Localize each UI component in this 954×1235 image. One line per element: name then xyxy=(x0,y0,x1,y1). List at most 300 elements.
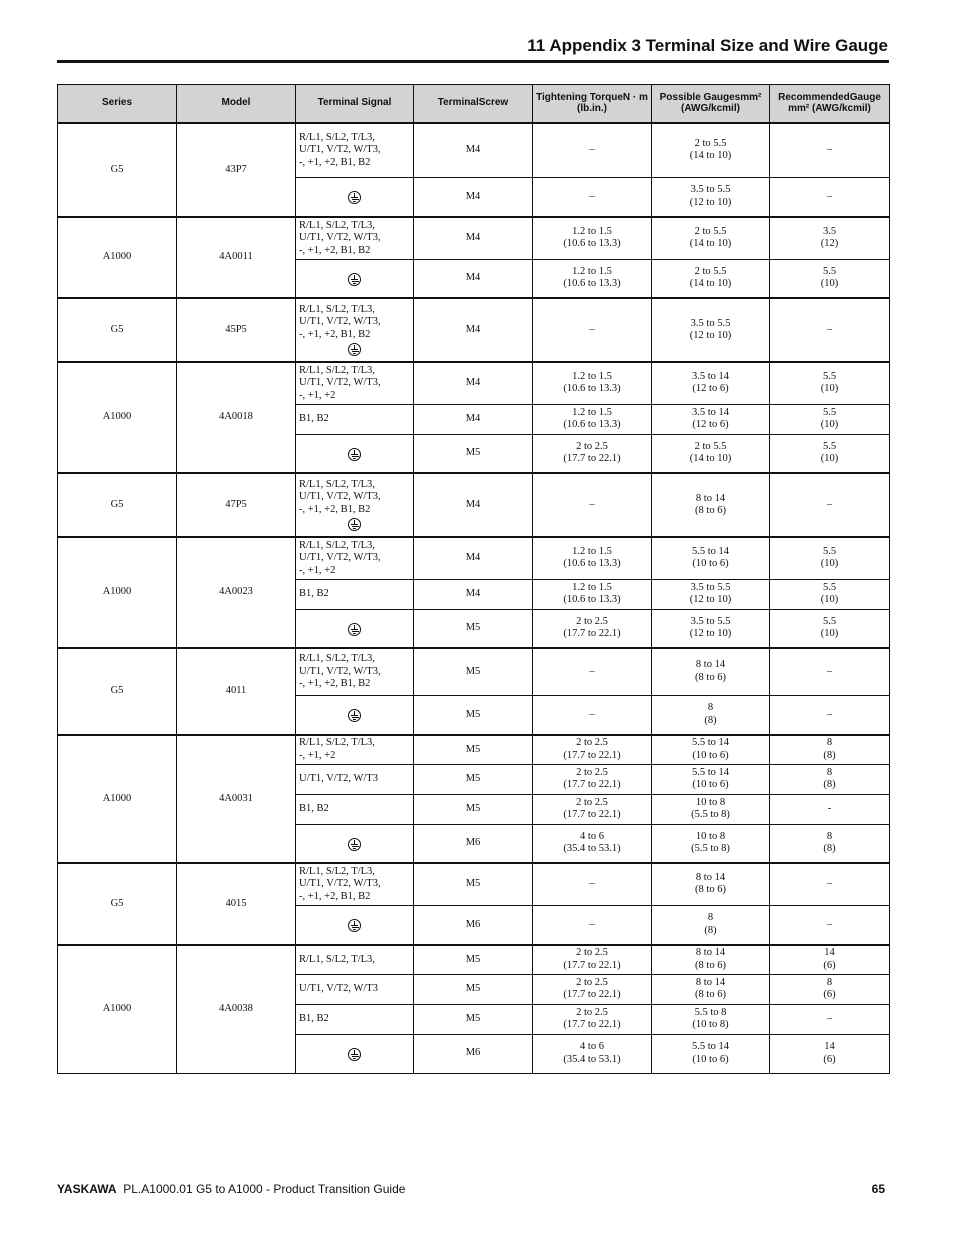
cell-line: 8 to 14 xyxy=(695,492,726,504)
cell-line: 1.2 to 1.5 xyxy=(572,225,612,237)
cell-line: (8) xyxy=(823,749,836,761)
cell-line: B1, B2 xyxy=(299,1012,329,1024)
cell-series: G5 xyxy=(58,473,177,537)
cell-tightening-torque xyxy=(533,362,652,404)
ground-terminal-icon-wrap xyxy=(299,1046,410,1061)
header-terminal-screw: TerminalScrew xyxy=(414,85,533,124)
cell-possible-gauges xyxy=(652,1004,770,1034)
cell-recommended-gauge xyxy=(770,259,890,298)
cell-line: R/L1, S/L2, T/L3, xyxy=(299,219,375,231)
cell-tightening-torque xyxy=(533,434,652,473)
page-number: 65 xyxy=(871,1182,885,1196)
cell-line: (17.7 to 22.1) xyxy=(563,453,621,465)
cell-line: (10.6 to 13.3) xyxy=(563,558,621,570)
cell-model: 4011 xyxy=(177,648,296,735)
cell-model: 45P5 xyxy=(177,298,296,362)
cell-line: R/L1, S/L2, T/L3, xyxy=(299,737,375,749)
cell-line: U/T1, V/T2, W/T3, xyxy=(299,665,381,677)
cell-line: 14 xyxy=(824,1041,835,1052)
cell-line: R/L1, S/L2, T/L3, xyxy=(299,478,375,490)
cell-line: (10) xyxy=(820,453,839,465)
cell-line: (12 to 10) xyxy=(689,594,732,605)
cell-terminal-signal xyxy=(296,648,414,695)
cell-series: A1000 xyxy=(58,217,177,298)
cell-possible-gauges xyxy=(652,609,770,648)
ground-terminal-icon-wrap xyxy=(299,836,410,851)
cell-line: B1, B2 xyxy=(299,587,329,599)
cell-line: (8 to 6) xyxy=(695,505,726,516)
cell-line: (12 to 6) xyxy=(692,383,729,395)
cell-line: (8) xyxy=(823,779,836,790)
cell-terminal-screw: M4 xyxy=(414,473,533,537)
cell-recommended-gauge xyxy=(770,1004,890,1034)
cell-terminal-screw: M4 xyxy=(414,362,533,404)
cell-line: – xyxy=(589,498,595,510)
cell-terminal-screw: M6 xyxy=(414,905,533,945)
cell-line: (17.7 to 22.1) xyxy=(563,749,621,761)
cell-line: (17.7 to 22.1) xyxy=(563,959,621,971)
cell-line: (8 to 6) xyxy=(695,959,726,971)
cell-line: R/L1, S/L2, T/L3, xyxy=(299,539,375,551)
cell-tightening-torque xyxy=(533,609,652,648)
cell-line: -, +1, +2, B1, B2 xyxy=(299,678,371,689)
cell-possible-gauges xyxy=(652,1034,770,1073)
cell-line: – xyxy=(826,144,833,155)
cell-line: R/L1, S/L2, T/L3, xyxy=(299,865,375,877)
header-possible-gauges: Possible Gaugesmm² (AWG/kcmil) xyxy=(652,85,770,124)
cell-line: (8) xyxy=(704,714,717,726)
cell-possible-gauges xyxy=(652,735,770,764)
cell-line: (8) xyxy=(823,843,836,855)
cell-tightening-torque xyxy=(533,824,652,863)
ground-terminal-icon-wrap xyxy=(299,189,410,204)
cell-line: 2 to 2.5 xyxy=(576,440,608,452)
cell-line: R/L1, S/L2, T/L3, xyxy=(299,953,375,965)
cell-line: 14 xyxy=(824,947,835,959)
cell-tightening-torque xyxy=(533,905,652,945)
cell-line: (8 to 6) xyxy=(695,671,726,683)
cell-line: R/L1, S/L2, T/L3, xyxy=(299,364,375,376)
cell-terminal-signal xyxy=(296,579,414,609)
cell-line: 5.5 xyxy=(822,406,837,418)
cell-line: 3.5 xyxy=(822,225,837,237)
cell-line: 5.5 xyxy=(822,581,837,593)
cell-line: (35.4 to 53.1) xyxy=(563,843,621,855)
cell-line: (6) xyxy=(823,959,836,971)
cell-line: (17.7 to 22.1) xyxy=(563,628,621,640)
footer-brand: YASKAWA xyxy=(57,1182,117,1196)
cell-terminal-screw: M4 xyxy=(414,298,533,362)
cell-possible-gauges xyxy=(652,404,770,434)
cell-line: U/T1, V/T2, W/T3, xyxy=(299,491,381,503)
cell-line: 8 xyxy=(707,912,714,924)
cell-line: (10) xyxy=(820,594,839,605)
cell-line: (8 to 6) xyxy=(695,884,726,896)
cell-line: 2 to 2.5 xyxy=(576,766,608,778)
cell-line: – xyxy=(826,918,833,930)
cell-possible-gauges xyxy=(652,537,770,579)
cell-series: A1000 xyxy=(58,362,177,473)
cell-line: -, +1, +2, B1, B2 xyxy=(299,890,371,902)
cell-recommended-gauge xyxy=(770,764,890,794)
cell-tightening-torque xyxy=(533,123,652,177)
cell-recommended-gauge xyxy=(770,945,890,974)
cell-line: 5.5 to 14 xyxy=(691,766,730,778)
cell-line: 8 xyxy=(707,702,714,714)
cell-possible-gauges xyxy=(652,863,770,905)
cell-terminal-screw: M5 xyxy=(414,794,533,824)
cell-line: 1.2 to 1.5 xyxy=(572,406,612,418)
cell-terminal-screw: M4 xyxy=(414,217,533,259)
cell-recommended-gauge xyxy=(770,579,890,609)
cell-line: 3.5 to 5.5 xyxy=(690,184,731,196)
cell-line: (17.7 to 22.1) xyxy=(563,779,621,790)
cell-terminal-screw: M6 xyxy=(414,1034,533,1073)
cell-possible-gauges xyxy=(652,945,770,974)
cell-terminal-signal xyxy=(296,434,414,473)
table-row xyxy=(58,362,890,404)
cell-line: 5.5 xyxy=(822,545,837,557)
cell-terminal-screw: M5 xyxy=(414,863,533,905)
cell-line: (10) xyxy=(820,278,839,290)
cell-terminal-signal xyxy=(296,974,414,1004)
cell-terminal-screw: M5 xyxy=(414,974,533,1004)
cell-recommended-gauge xyxy=(770,1034,890,1073)
table-row xyxy=(58,945,890,974)
cell-recommended-gauge xyxy=(770,648,890,695)
cell-line: (10 to 6) xyxy=(692,1053,729,1065)
cell-line: – xyxy=(826,878,833,889)
cell-line: 2 to 2.5 xyxy=(576,796,608,808)
cell-line: 5.5 xyxy=(822,370,837,382)
cell-line: – xyxy=(826,190,833,202)
cell-possible-gauges xyxy=(652,579,770,609)
cell-tightening-torque xyxy=(533,1034,652,1073)
cell-recommended-gauge xyxy=(770,217,890,259)
cell-recommended-gauge xyxy=(770,695,890,735)
cell-possible-gauges xyxy=(652,434,770,473)
cell-terminal-signal xyxy=(296,824,414,863)
cell-line: (14 to 10) xyxy=(689,453,732,465)
cell-line: -, +1, +2 xyxy=(299,564,336,576)
cell-line: 10 to 8 xyxy=(695,796,726,808)
cell-line: (8) xyxy=(704,924,717,936)
cell-line: – xyxy=(826,1012,833,1024)
cell-line: (5.5 to 8) xyxy=(691,843,730,855)
cell-terminal-signal xyxy=(296,259,414,298)
cell-line: 5.5 to 14 xyxy=(691,737,730,749)
cell-tightening-torque xyxy=(533,298,652,362)
cell-line: (6) xyxy=(823,1053,836,1065)
cell-line: 1.2 to 1.5 xyxy=(572,370,612,382)
cell-possible-gauges xyxy=(652,974,770,1004)
cell-terminal-screw: M5 xyxy=(414,609,533,648)
cell-tightening-torque xyxy=(533,648,652,695)
cell-line: (17.7 to 22.1) xyxy=(563,989,621,1000)
cell-line: U/T1, V/T2, W/T3, xyxy=(299,232,381,243)
cell-tightening-torque xyxy=(533,579,652,609)
cell-line: (10) xyxy=(820,383,839,395)
cell-line: 2 to 2.5 xyxy=(576,615,608,627)
cell-line: (10.6 to 13.3) xyxy=(563,419,621,430)
cell-possible-gauges xyxy=(652,648,770,695)
cell-recommended-gauge xyxy=(770,537,890,579)
cell-possible-gauges xyxy=(652,259,770,298)
cell-recommended-gauge xyxy=(770,362,890,404)
cell-terminal-signal xyxy=(296,123,414,177)
cell-line: B1, B2 xyxy=(299,802,329,814)
cell-recommended-gauge xyxy=(770,974,890,1004)
cell-recommended-gauge xyxy=(770,298,890,362)
cell-model: 4A0011 xyxy=(177,217,296,298)
cell-line: – xyxy=(826,498,833,510)
ground-icon xyxy=(348,709,361,722)
table-row xyxy=(58,648,890,695)
cell-line: (8 to 6) xyxy=(695,989,726,1000)
cell-line: 3.5 to 5.5 xyxy=(690,615,731,627)
cell-possible-gauges xyxy=(652,217,770,259)
ground-icon xyxy=(348,919,361,932)
cell-line: 4 to 6 xyxy=(580,830,604,842)
cell-line: (6) xyxy=(823,989,836,1000)
cell-line: (14 to 10) xyxy=(689,150,732,162)
cell-line: 3.5 to 14 xyxy=(691,406,730,418)
cell-terminal-signal xyxy=(296,905,414,945)
cell-tightening-torque xyxy=(533,537,652,579)
cell-line: 2 to 2.5 xyxy=(576,737,608,749)
ground-icon xyxy=(348,343,361,356)
cell-line: 5.5 xyxy=(822,440,837,452)
cell-line: – xyxy=(589,665,595,677)
cell-line: (17.7 to 22.1) xyxy=(563,1019,621,1030)
cell-line: (10) xyxy=(820,628,839,640)
cell-terminal-signal xyxy=(296,537,414,579)
cell-line: 8 to 14 xyxy=(695,871,726,883)
table-row xyxy=(58,217,890,259)
cell-terminal-signal xyxy=(296,362,414,404)
cell-line: -, +1, +2, B1, B2 xyxy=(299,244,371,256)
ground-icon xyxy=(348,1048,361,1061)
cell-series: G5 xyxy=(58,863,177,945)
cell-line: U/T1, V/T2, W/T3 xyxy=(299,772,378,784)
cell-terminal-signal xyxy=(296,177,414,217)
cell-series: G5 xyxy=(58,648,177,735)
ground-terminal-icon-wrap xyxy=(299,271,410,286)
cell-line: 4 to 6 xyxy=(580,1041,604,1052)
cell-line: (10.6 to 13.3) xyxy=(563,238,621,250)
cell-line: U/T1, V/T2, W/T3, xyxy=(299,878,381,889)
cell-series: A1000 xyxy=(58,945,177,1073)
cell-model: 4A0038 xyxy=(177,945,296,1073)
cell-line: (10 to 8) xyxy=(692,1019,729,1030)
cell-recommended-gauge xyxy=(770,824,890,863)
cell-line: 3.5 to 5.5 xyxy=(690,317,731,329)
cell-tightening-torque xyxy=(533,177,652,217)
cell-terminal-screw: M4 xyxy=(414,123,533,177)
cell-line: – xyxy=(589,144,595,155)
cell-tightening-torque xyxy=(533,863,652,905)
cell-line: 1.2 to 1.5 xyxy=(572,581,612,593)
cell-terminal-screw: M5 xyxy=(414,735,533,764)
cell-line: – xyxy=(589,323,595,335)
ground-icon xyxy=(348,448,361,461)
cell-line: (10 to 6) xyxy=(692,749,729,761)
cell-possible-gauges xyxy=(652,362,770,404)
cell-line: R/L1, S/L2, T/L3, xyxy=(299,131,375,143)
cell-line: (10) xyxy=(820,419,839,430)
table-row xyxy=(58,473,890,537)
cell-series: G5 xyxy=(58,123,177,217)
cell-terminal-signal xyxy=(296,404,414,434)
cell-line: (35.4 to 53.1) xyxy=(563,1053,621,1065)
cell-model: 4A0023 xyxy=(177,537,296,648)
cell-possible-gauges xyxy=(652,764,770,794)
cell-possible-gauges xyxy=(652,695,770,735)
cell-tightening-torque xyxy=(533,473,652,537)
cell-terminal-screw: M5 xyxy=(414,434,533,473)
cell-line: 2 to 5.5 xyxy=(694,225,727,237)
ground-terminal-icon-wrap xyxy=(299,446,410,461)
cell-line: -, +1, +2 xyxy=(299,389,336,401)
cell-line: (10 to 6) xyxy=(692,779,729,790)
cell-terminal-signal xyxy=(296,298,414,362)
table-body xyxy=(58,123,890,1073)
cell-terminal-signal xyxy=(296,217,414,259)
page-footer xyxy=(57,1182,885,1196)
cell-terminal-screw: M5 xyxy=(414,648,533,695)
cell-line: 1.2 to 1.5 xyxy=(572,265,612,277)
cell-tightening-torque xyxy=(533,794,652,824)
cell-tightening-torque xyxy=(533,695,652,735)
cell-terminal-signal xyxy=(296,863,414,905)
cell-line: U/T1, V/T2, W/T3, xyxy=(299,316,381,328)
cell-line: - xyxy=(827,802,832,814)
cell-line: – xyxy=(589,918,595,930)
cell-line: (14 to 10) xyxy=(689,238,732,250)
cell-line: – xyxy=(589,878,595,889)
cell-line: U/T1, V/T2, W/T3, xyxy=(299,552,381,563)
cell-line: – xyxy=(826,323,833,335)
cell-line: R/L1, S/L2, T/L3, xyxy=(299,653,375,664)
cell-model: 4A0018 xyxy=(177,362,296,473)
cell-line: -, +1, +2, B1, B2 xyxy=(299,328,371,340)
cell-line: 8 to 14 xyxy=(695,659,726,671)
cell-series: A1000 xyxy=(58,537,177,648)
cell-series: A1000 xyxy=(58,735,177,863)
cell-recommended-gauge xyxy=(770,404,890,434)
table-row xyxy=(58,298,890,362)
cell-terminal-screw: M6 xyxy=(414,824,533,863)
header-model: Model xyxy=(177,85,296,124)
cell-line: 8 xyxy=(826,737,833,749)
cell-possible-gauges xyxy=(652,794,770,824)
cell-line: 8 to 14 xyxy=(695,947,726,959)
cell-line: (10 to 6) xyxy=(692,558,729,570)
cell-line: 5.5 xyxy=(822,615,837,627)
cell-terminal-screw: M4 xyxy=(414,259,533,298)
cell-terminal-signal xyxy=(296,1004,414,1034)
table-row xyxy=(58,735,890,764)
cell-line: 2 to 2.5 xyxy=(576,976,608,988)
cell-terminal-signal xyxy=(296,945,414,974)
ground-terminal-icon-wrap xyxy=(299,917,410,932)
cell-terminal-screw: M5 xyxy=(414,945,533,974)
ground-terminal-icon-wrap xyxy=(299,707,410,722)
header-terminal-signal: Terminal Signal xyxy=(296,85,414,124)
cell-tightening-torque xyxy=(533,764,652,794)
footer-doc-title: PL.A1000.01 G5 to A1000 - Product Transition Guide xyxy=(123,1182,406,1196)
cell-terminal-screw: M4 xyxy=(414,177,533,217)
cell-line: B1, B2 xyxy=(299,412,329,424)
cell-line: – xyxy=(589,190,595,202)
cell-line: 8 to 14 xyxy=(695,976,726,988)
cell-tightening-torque xyxy=(533,259,652,298)
cell-terminal-signal xyxy=(296,609,414,648)
cell-line: (14 to 10) xyxy=(689,278,732,290)
cell-line: -, +1, +2, B1, B2 xyxy=(299,503,371,515)
cell-line: 8 xyxy=(826,766,833,778)
table-row xyxy=(58,863,890,905)
cell-terminal-screw: M4 xyxy=(414,537,533,579)
cell-tightening-torque xyxy=(533,735,652,764)
cell-line: (12 to 6) xyxy=(692,419,729,430)
header-rule xyxy=(57,60,889,63)
page-title: 11 Appendix 3 Terminal Size and Wire Gauge xyxy=(527,36,888,55)
cell-line: U/T1, V/T2, W/T3, xyxy=(299,144,381,155)
cell-line: (12) xyxy=(820,238,839,250)
cell-line: 2 to 2.5 xyxy=(576,947,608,959)
cell-line: U/T1, V/T2, W/T3, xyxy=(299,377,381,388)
cell-line: – xyxy=(589,708,595,720)
cell-tightening-torque xyxy=(533,974,652,1004)
cell-line: (10.6 to 13.3) xyxy=(563,383,621,395)
cell-line: 2 to 5.5 xyxy=(694,265,727,277)
cell-tightening-torque xyxy=(533,1004,652,1034)
cell-terminal-screw: M5 xyxy=(414,1004,533,1034)
cell-line: 8 xyxy=(826,976,833,988)
cell-tightening-torque xyxy=(533,217,652,259)
cell-recommended-gauge xyxy=(770,905,890,945)
cell-model: 4A0031 xyxy=(177,735,296,863)
cell-recommended-gauge xyxy=(770,177,890,217)
cell-line: 5.5 to 8 xyxy=(694,1006,727,1018)
cell-terminal-screw: M5 xyxy=(414,764,533,794)
cell-terminal-signal xyxy=(296,735,414,764)
cell-terminal-signal xyxy=(296,473,414,537)
cell-line: (5.5 to 8) xyxy=(691,809,730,820)
cell-line: -, +1, +2 xyxy=(299,749,336,761)
ground-terminal-icon-wrap xyxy=(299,516,410,531)
cell-possible-gauges xyxy=(652,177,770,217)
cell-possible-gauges xyxy=(652,123,770,177)
cell-model: 4015 xyxy=(177,863,296,945)
cell-line: 8 xyxy=(826,830,833,842)
ground-icon xyxy=(348,623,361,636)
cell-recommended-gauge xyxy=(770,863,890,905)
header-tightening-torque: Tightening TorqueN · m (lb.in.) xyxy=(533,85,652,124)
cell-recommended-gauge xyxy=(770,735,890,764)
cell-line: R/L1, S/L2, T/L3, xyxy=(299,303,375,315)
cell-line: (10) xyxy=(820,558,839,570)
cell-possible-gauges xyxy=(652,905,770,945)
cell-terminal-signal xyxy=(296,794,414,824)
cell-line: (12 to 10) xyxy=(689,196,732,208)
cell-recommended-gauge xyxy=(770,473,890,537)
cell-line: (10.6 to 13.3) xyxy=(563,278,621,290)
cell-model: 47P5 xyxy=(177,473,296,537)
cell-line: 1.2 to 1.5 xyxy=(572,545,612,557)
ground-icon xyxy=(348,838,361,851)
